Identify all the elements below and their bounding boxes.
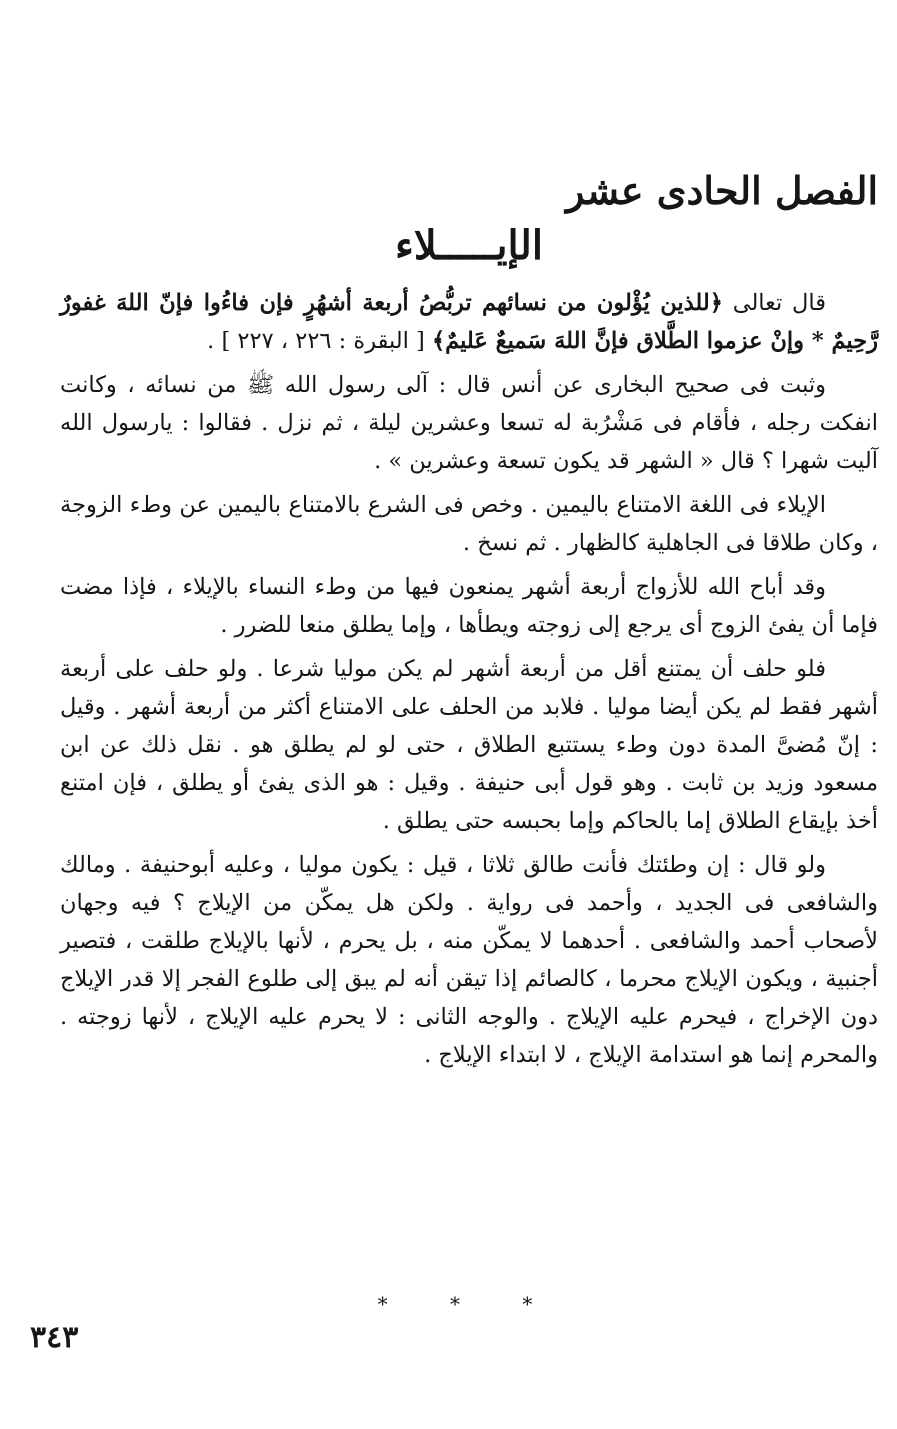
paragraph-definition: الإيلاء فى اللغة الامتناع باليمين . وخص فى الشرع بالامتناع باليمين عن وطء الزوجة ، وكان طلاقا فى الجاهلية كالظهار . ثم نسخ . [60, 492, 878, 556]
chapter-title: الفصل الحادى عشر [566, 168, 878, 213]
intro-lead: قال تعالى [732, 290, 826, 316]
page-number: ٣٤٣ [30, 1320, 79, 1355]
verse-citation: [ البقرة : ٢٢٦ ، ٢٢٧ ] . [207, 328, 425, 354]
paragraph-conditional-divorce: ولو قال : إن وطئتك فأنت طالق ثلاثا ، قيل : يكون موليا ، وعليه أبوحنيفة . ومالك والشافعى فى الجديد ، وأحمد فى رواية . ولكن هل يمكّن من الإيلاج ؟ فيه وجهان لأصحاب أحمد والشافعى . أحدهما لا يمكّن منه ، بل يحرم ، لأنها بالإيلاج طلقت ، فتصير أجنبية ، ويكون الإيلاج محرما ، كالصائم إذا تيقن أنه لم يبق إلى طلوع الفجر إلا قدر الإيلاج دون الإخراج ، فيحرم عليه الإيلاج . والوجه الثانى : لا يحرم عليه الإيلاج ، لأنها زوجته . والمحرم إنما هو استدامة الإيلاج ، لا ابتداء الإيلاج . [60, 852, 878, 1068]
body-text [60, 284, 878, 1080]
paragraph-four-months: وقد أباح الله للأزواج أربعة أشهر يمنعون فيها من وطء النساء بالإيلاء ، فإذا مضت فإما أن يفئ الزوج أى يرجع إلى زوجته ويطأها ، وإما يطلق منعا للضرر . [60, 574, 878, 638]
paragraph-bukhari: وثبت فى صحيح البخارى عن أنس قال : آلى رسول الله ﷺ من نسائه ، وكانت انفكت رجله ، فأقام فى مَشْرُبة له تسعا وعشرين ليلة ، ثم نزل . فقالوا : يارسول الله آليت شهرا ؟ قال « الشهر قد يكون تسعة وعشرين » . [60, 372, 878, 474]
paragraph-oath-duration: فلو حلف أن يمتنع أقل من أربعة أشهر لم يكن موليا شرعا . ولو حلف على أربعة أشهر فقط لم يكن أيضا موليا . فلابد من الحلف على الامتناع أكثر من أربعة أشهر . وقيل : إنّ مُضىَّ المدة دون وطء يستتبع الطلاق ، حتى لو لم يطلق هو . نقل ذلك عن ابن مسعود وزيد بن ثابت . وهو قول أبى حنيفة . وقيل : هو الذى يفئ أو يطلق ، فإن امتنع أخذ بإيقاع الطلاق إما بالحاكم وإما بحبسه حتى يطلق . [60, 656, 878, 834]
section-divider: * * * [377, 1292, 561, 1316]
intro-paragraph [60, 284, 878, 360]
section-title: الإيـــــلاء [395, 222, 543, 269]
quran-verse: ﴿للذين يُؤْلون من نسائهم تربُّصُ أربعة أشهُرٍ فإن فاءُوا فإنّ اللهَ غفورٌ رَّحِيمٌ * وإنْ عزموا الطَّلاق فإنَّ اللهَ سَميعٌ عَليمٌ﴾ [60, 290, 878, 354]
book-page [30, 0, 878, 1429]
